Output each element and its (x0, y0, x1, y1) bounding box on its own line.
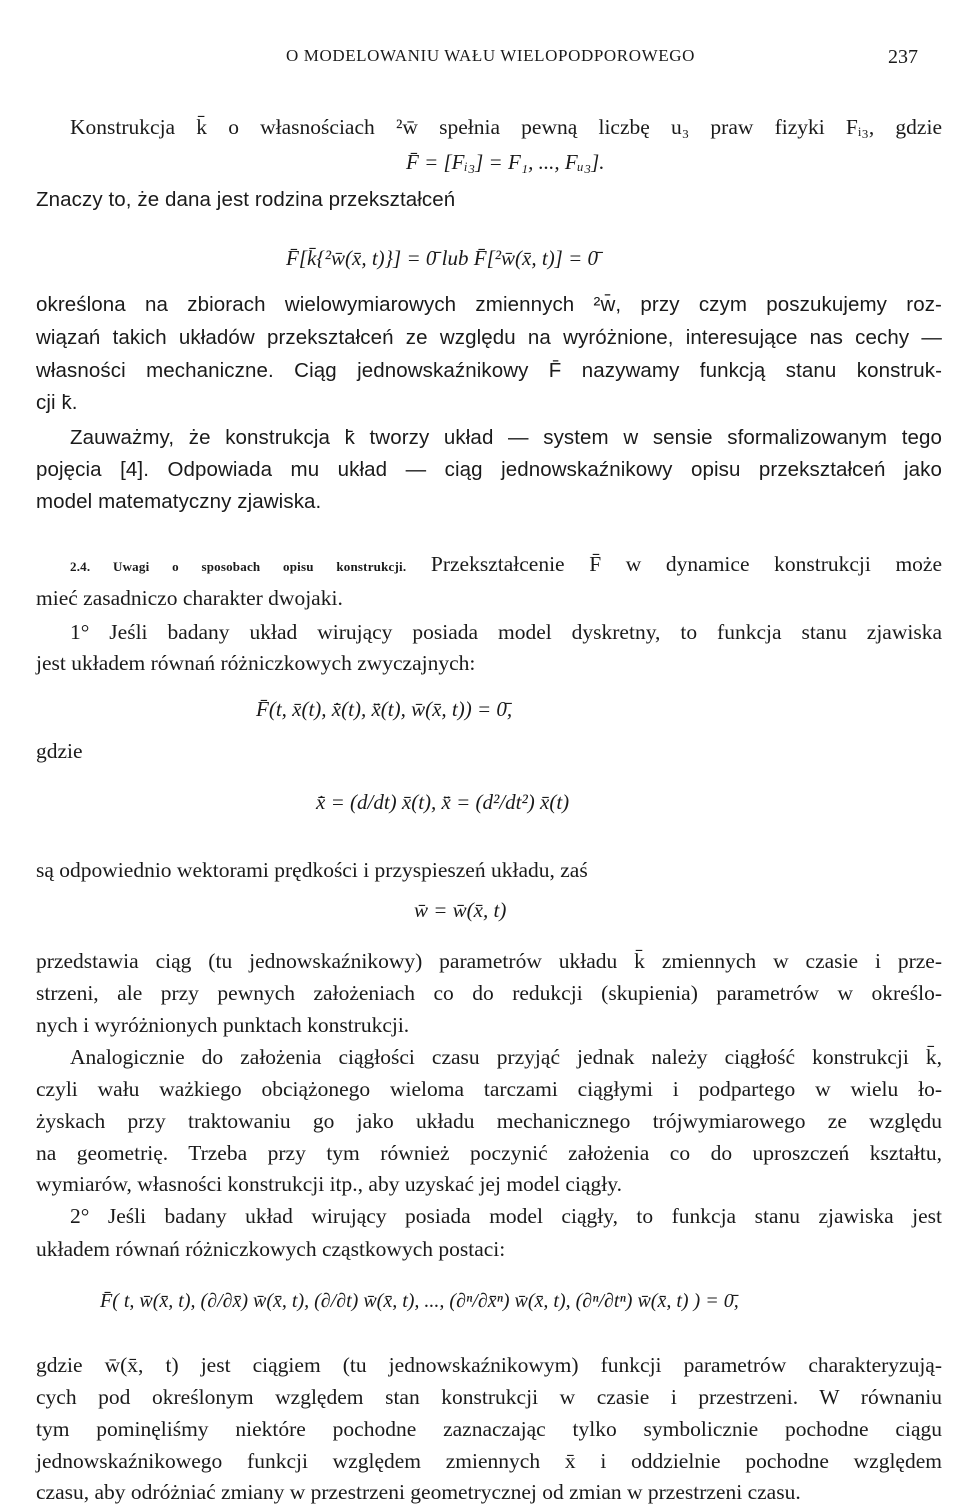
formula-continuous-model: F̄( t, w̄(x̄, t), (∂/∂x̄) w̄(x̄, t), (∂/∂t) w̄(x̄, t), ..., (∂ⁿ/∂x̄ⁿ) w̄(x̄, t), (∂ⁿ/∂tⁿ) w̄(x̄, t) ) = 0̄, (100, 1290, 739, 1312)
running-header (0, 46, 960, 76)
text-line: układem równań różniczkowych cząstkowych postaci: (36, 1237, 506, 1261)
formula-discrete-model: F̄(t, x̄(t), x̄̇(t), x̄̈(t), w̄(x̄, t)) = 0̄, (256, 697, 513, 721)
text-line: na geometrię. Trzeba przy tym również poczynić założenia co do uproszczeń kształtu, (36, 1141, 942, 1165)
text-line: mieć zasadniczo charakter dwojaki. (36, 586, 343, 610)
text-line: gdzie w̄(x̄, t) jest ciągiem (tu jednowskaźnikowym) funkcji parametrów charakteryzują- (36, 1353, 942, 1377)
text-line: 1° Jeśli badany układ wirujący posiada model dyskretny, to funkcja stanu zjawiska (70, 620, 942, 644)
text-line: tym pominęliśmy niektóre pochodne zaznaczając tylko symbolicznie pochodne ciągu (36, 1417, 942, 1441)
text-line: jest układem równań różniczkowych zwyczajnych: (36, 651, 476, 675)
text-line: Konstrukcja k̄ o własnościach ²w̄ spełnia pewną liczbę u₃ praw fizyki Fᵢ₃, gdzie (70, 115, 942, 139)
section-number: 2.4. (70, 559, 113, 574)
formula-state-vector: F̄ = [Fᵢ₃] = F₁, ..., Fᵤ₃]. (406, 150, 605, 174)
text-line: strzeni, ale przy pewnych założeniach co do redukcji (skupienia) parametrów w określo- (36, 981, 942, 1005)
text-line: Znaczy to, że dana jest rodzina przekształceń (36, 188, 456, 211)
text-line: czasu, aby odróżniać zmiany w przestrzeni geometrycznej od zmian w przestrzeni czasu. (36, 1480, 801, 1504)
text-line: wiązań takich układów przekształceń ze względu na wyróżnione, interesujące nas cechy — (36, 326, 942, 349)
text-line: Analogicznie do założenia ciągłości czasu przyjąć jednak należy ciągłość konstrukcji k̄, (70, 1045, 942, 1069)
formula-parameters: w̄ = w̄(x̄, t) (414, 898, 507, 922)
text-line: wymiarów, własności konstrukcji itp., aby uzyskać jej model ciągły. (36, 1172, 622, 1196)
text-line: cych pod określonym względem stan konstrukcji w czasie i przestrzeni. W równaniu (36, 1385, 942, 1409)
text-line: 2° Jeśli badany układ wirujący posiada model ciągły, to funkcja stanu zjawiska jest (70, 1204, 942, 1228)
text-line: Zauważmy, że konstrukcja k̄ tworzy układ — system w sensie sformalizowanym tego (70, 426, 942, 449)
section-text: Przekształcenie F̄ w dynamice konstrukcji może (406, 552, 943, 576)
page-number: 237 (888, 46, 918, 68)
text-line: żyskach przy traktowaniu go jako układu mechanicznego trójwymiarowego ze względu (36, 1109, 942, 1133)
formula-derivatives: x̄̇ = (d/dt) x̄(t), x̄̈ = (d²/dt²) x̄(t) (316, 790, 570, 814)
text-line: cji k̄. (36, 391, 78, 414)
text-line: czyli wału ważkiego obciążonego wieloma tarczami ciągłymi i podpartego w wielu ło- (36, 1077, 942, 1101)
section-title: Uwagi o sposobach opisu konstrukcji. (113, 559, 407, 574)
text-line: model matematyczny zjawiska. (36, 490, 322, 513)
text-line: gdzie (36, 739, 83, 763)
text-line: określona na zbiorach wielowymiarowych zmiennych ²w̄, przy czym poszukujemy roz- (36, 293, 942, 316)
text-line: przedstawia ciąg (tu jednowskaźnikowy) parametrów układu k̄ zmiennych w czasie i prze- (36, 949, 942, 973)
text-line: są odpowiednio wektorami prędkości i przyspieszeń układu, zaś (36, 858, 588, 882)
text-line: pojęcia [4]. Odpowiada mu układ — ciąg jednowskaźnikowy opisu przekształceń jako (36, 458, 942, 481)
text-line: własności mechaniczne. Ciąg jednowskaźnikowy F̄ nazywamy funkcją stanu konstruk- (36, 359, 942, 382)
text-line: jednowskaźnikowego funkcji względem zmiennych x̄ i oddzielnie pochodne względem (36, 1449, 942, 1473)
running-title: O MODELOWANIU WAŁU WIELOPODPOROWEGO (286, 46, 695, 65)
text-line: nych i wyróżnionych punktach konstrukcji. (36, 1013, 410, 1037)
formula-transformation-family: F̄[k̄{²w̄(x̄, t)}] = 0̄ lub F̄[²w̄(x̄, t)] = 0̄ (286, 246, 599, 270)
section-heading-line (70, 549, 942, 582)
